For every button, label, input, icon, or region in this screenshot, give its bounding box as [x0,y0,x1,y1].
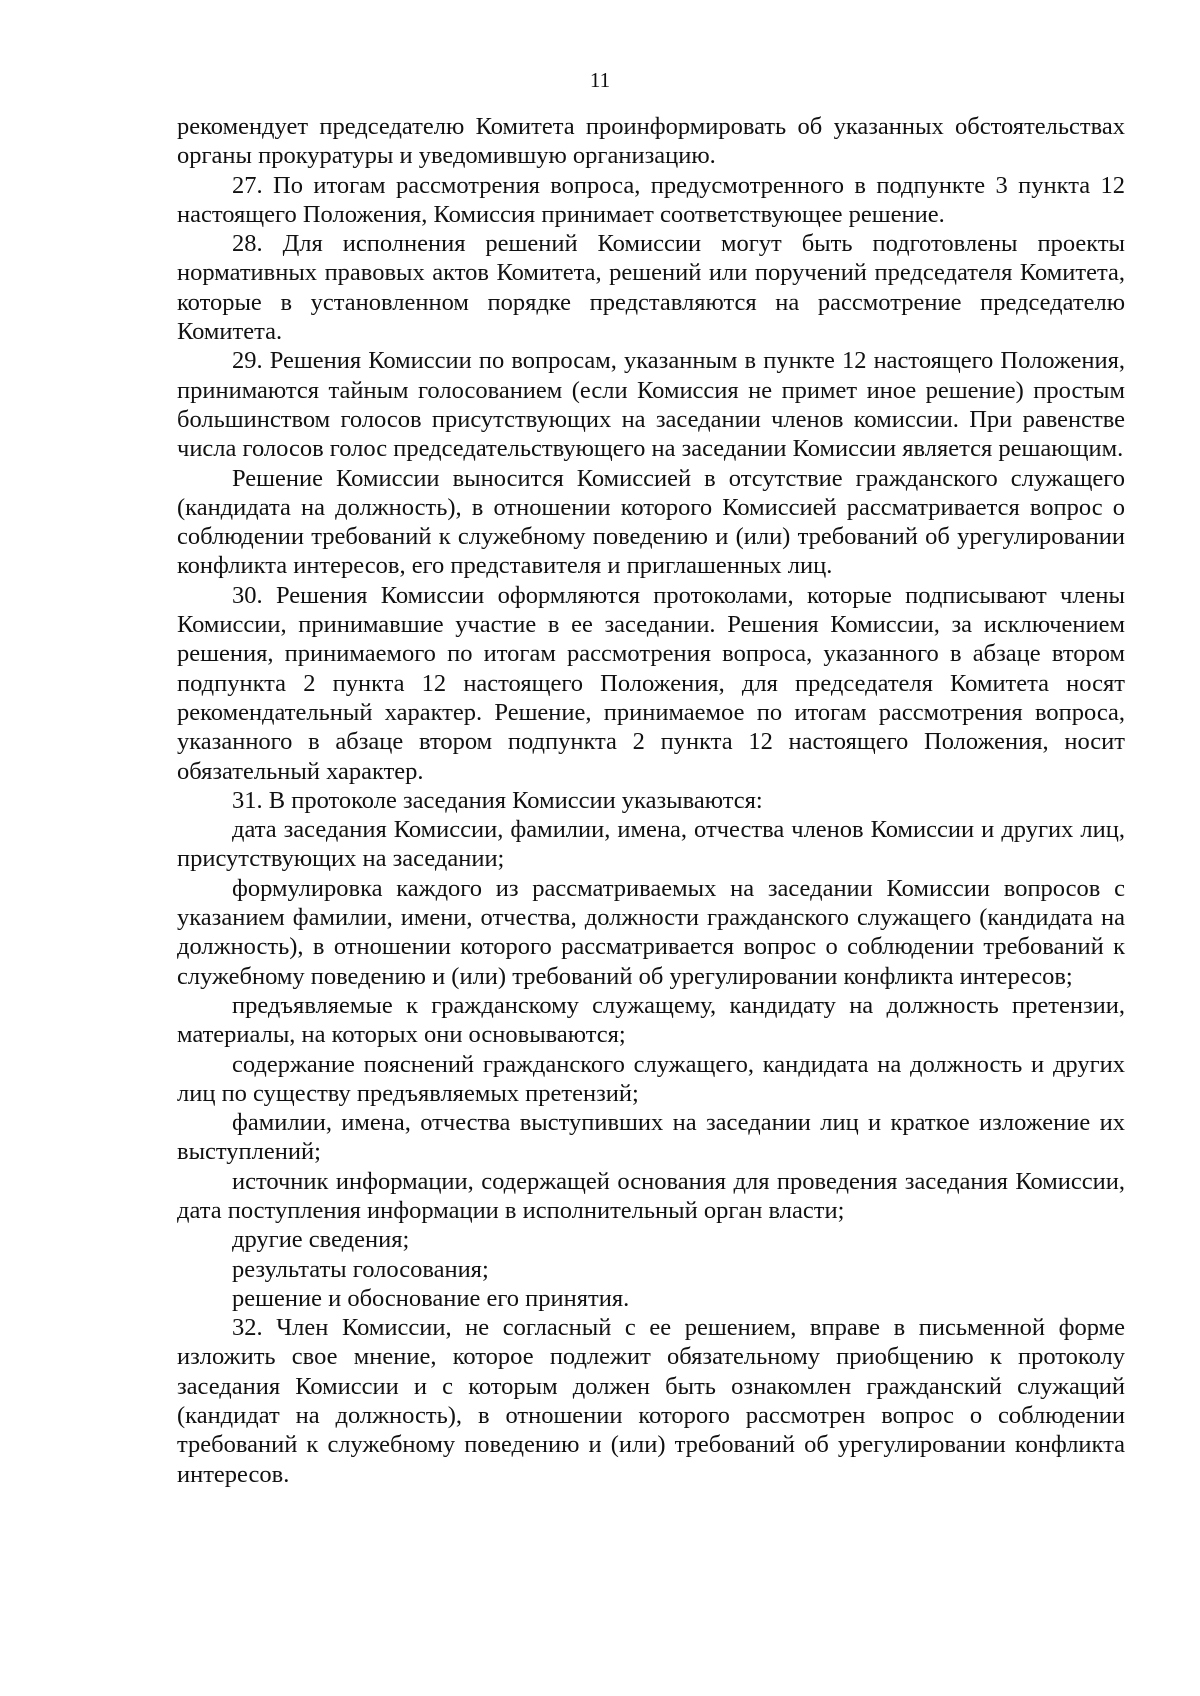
list-item-explanations: содержание пояснений гражданского служащего, кандидата на должность и других лиц по существу предъявляемых претензий; [177,1050,1125,1107]
list-item-claims: предъявляемые к гражданскому служащему, кандидату на должность претензии, материалы, на которых они основываются; [177,991,1125,1049]
list-item-information-source: источник информации, содержащей основания для проведения заседания Комиссии, дата поступления информации в исполнительный орган власти; [177,1167,1125,1224]
paragraph-27: 27. По итогам рассмотрения вопроса, предусмотренного в подпункте 3 пункта 12 настоящего Положения, Комиссия принимает соответствующее решение. [177,171,1125,228]
paragraph-30: 30. Решения Комиссии оформляются протоколами, которые подписывают члены Комиссии, принимавшие участие в ее заседании. Решения Комиссии, за исключением решения, принимаемого по итогам рассмотрения вопроса, указанного в абзаце втором подпункта 2 пункта 12 настоящего Положения, для председателя Комитета носят рекомендательный характер. Решение, принимаемое по итогам рассмотрения вопроса, указанного в абзаце втором подпункта 2 пункта 12 настоящего Положения, носит обязательный характер. [177,581,1125,785]
list-item-speakers: фамилии, имена, отчества выступивших на заседании лиц и краткое изложение их выступлений; [177,1109,1125,1166]
list-item-other-info: другие сведения; [232,1226,410,1254]
paragraph-31: 31. В протоколе заседания Комиссии указываются: [232,786,763,814]
paragraph-29: 29. Решения Комиссии по вопросам, указанным в пункте 12 настоящего Положения, принимаются тайным голосованием (если Комиссия не примет иное решение) простым большинством голосов присутствующих на заседании членов комиссии. При равенстве числа голосов голос председательствующего на заседании Комиссии является решающим. [177,347,1125,463]
list-item-question-wording: формулировка каждого из рассматриваемых на заседании Комиссии вопросов с указанием фамилии, имени, отчества, должности гражданского служащего (кандидата на должность), в отношении которого рассматривается вопрос о соблюдении требований к служебному поведению и (или) требований об урегулировании конфликта интересов; [177,874,1125,990]
document-body [177,112,1125,1489]
paragraph-29-second: Решение Комиссии выносится Комиссией в отсутствие гражданского служащего (кандидата на должность), в отношении которого Комиссией рассматривается вопрос о соблюдении требований к служебному поведению и (или) требований об урегулировании конфликта интересов, его представителя и приглашенных лиц. [177,464,1125,580]
paragraph-28: 28. Для исполнения решений Комиссии могут быть подготовлены проекты нормативных правовых актов Комитета, решений или поручений председателя Комитета, которые в установленном порядке представляются на рассмотрение председателю Комитета. [177,230,1125,346]
list-item-decision: решение и обоснование его принятия. [232,1284,630,1312]
paragraph-26-continuation: рекомендует председателю Комитета проинформировать об указанных обстоятельствах органы прокуратуры и уведомившую организацию. [177,113,1125,170]
list-item-voting-results: результаты голосования; [232,1255,489,1283]
paragraph-32: 32. Член Комиссии, не согласный с ее решением, вправе в письменной форме изложить свое мнение, которое подлежит обязательному приобщению к протоколу заседания Комиссии и с которым должен быть ознакомлен гражданский служащий (кандидат на должность), в отношении которого рассмотрен вопрос о соблюдении требований к служебному поведению и (или) требований об урегулировании конфликта интересов. [177,1314,1125,1488]
list-item-meeting-date: дата заседания Комиссии, фамилии, имена, отчества членов Комиссии и других лиц, присутствующих на заседании; [177,816,1125,873]
page-number: 11 [589,68,611,92]
